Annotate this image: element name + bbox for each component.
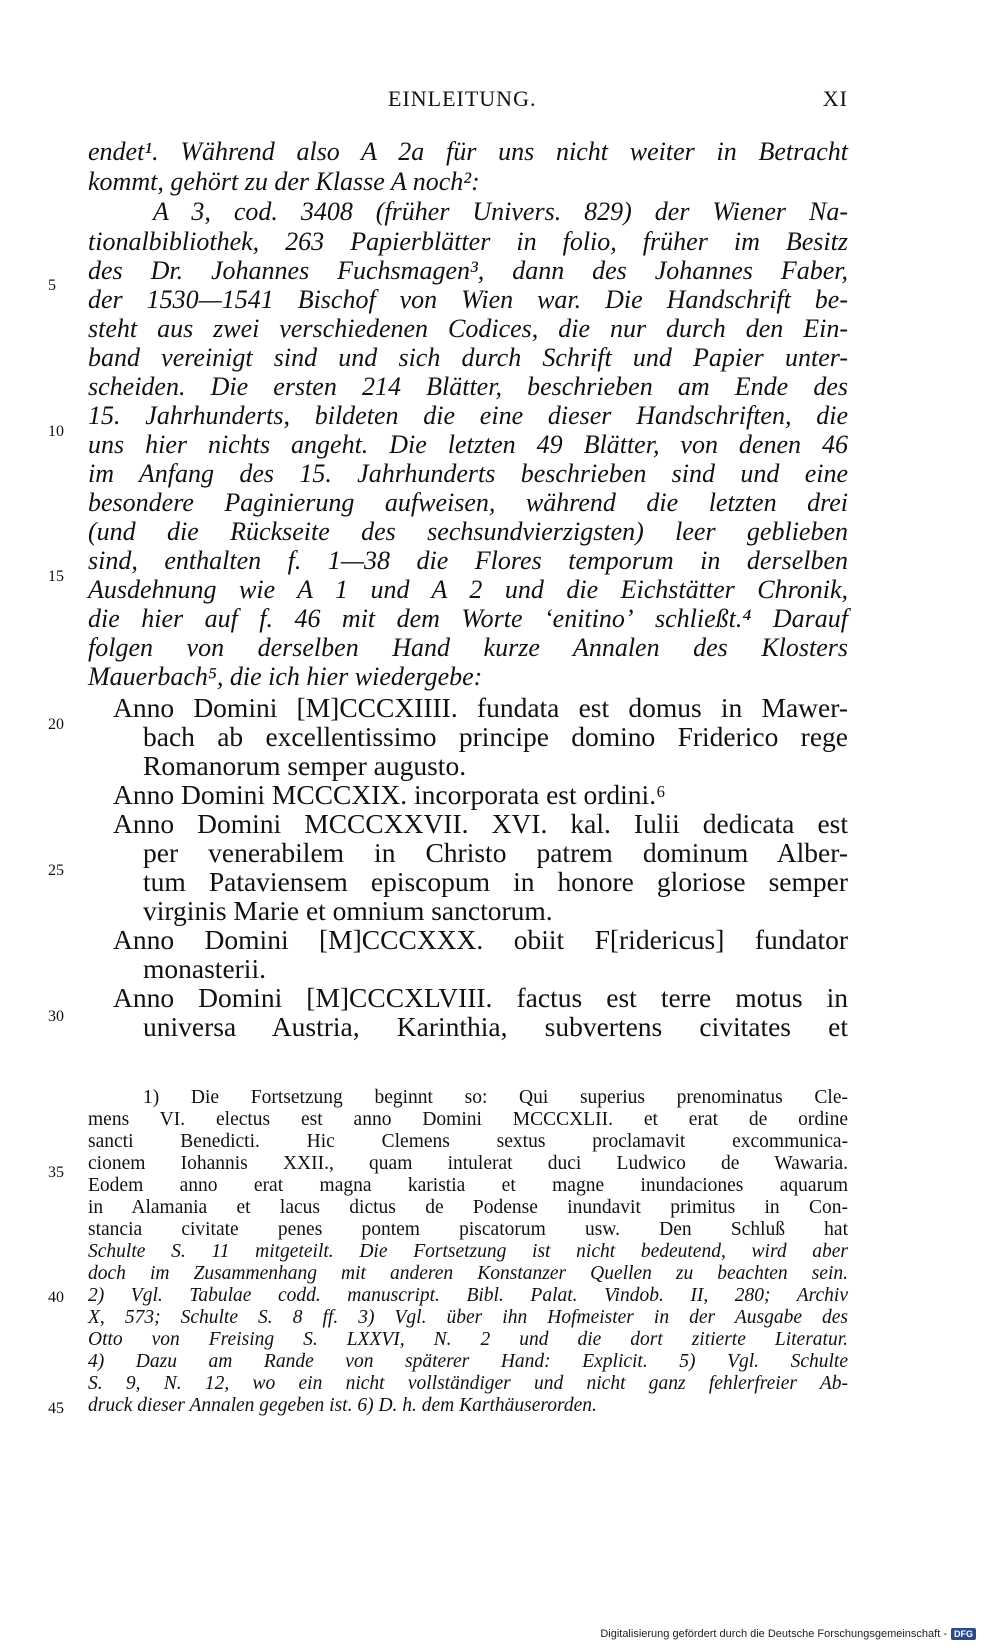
footnote-line: Eodem anno erat magna karistia et magne inundaciones aquarum (88, 1175, 848, 1196)
annal-line: virginis Marie et omnium sanctorum. (143, 895, 553, 926)
line-number: 45 (48, 1400, 64, 1417)
footnote-line: druck dieser Annalen gegeben ist. 6) D. h. dem Karthäuserorden. (88, 1395, 597, 1416)
annal-line: tum Pataviensem episcopum in honore gloriose semper (143, 866, 848, 897)
text-line: A 3, cod. 3408 (früher Univers. 829) der Wiener Na- (153, 197, 848, 226)
footnote-line: Otto von Freising S. LXXVI, N. 2 und die dort zitierte Literatur. (88, 1329, 848, 1350)
line-number: 20 (48, 716, 64, 733)
text-line: im Anfang des 15. Jahrhunderts beschrieben sind und eine (88, 459, 848, 488)
text-line: endet¹. Während also A 2a für uns nicht weiter in Betracht (88, 137, 848, 166)
text-line: steht aus zwei verschiedenen Codices, die nur durch den Ein- (88, 314, 848, 343)
footnote-line: cionem Iohannis XXII., quam intulerat duci Ludwico de Wawaria. (88, 1153, 848, 1174)
annal-line: Anno Domini [M]CCCXIIII. fundata est domus in Mawer- (113, 692, 848, 723)
footnote-line: 2) Vgl. Tabulae codd. manuscript. Bibl. Palat. Vindob. II, 280; Archiv (88, 1285, 848, 1306)
footnote-line: doch im Zusammenhang mit anderen Konstanzer Quellen zu beachten sein. (88, 1263, 848, 1284)
footnote-line: S. 9, N. 12, wo ein nicht vollständiger und nicht ganz fehlerfreier Ab- (88, 1373, 848, 1394)
footnote-line: sancti Benedicti. Hic Clemens sextus proclamavit excommunica- (88, 1131, 848, 1152)
footnote-line: mens VI. electus est anno Domini MCCCXLII. et erat de ordine (88, 1109, 848, 1130)
annal-line: Anno Domini [M]CCCXLVIII. factus est terre motus in (113, 982, 848, 1013)
page-number: XI (822, 86, 848, 111)
line-number: 30 (48, 1008, 64, 1025)
dfg-logo-icon: DFG (951, 1628, 976, 1640)
running-header (88, 86, 848, 116)
footnote-line: Schulte S. 11 mitgeteilt. Die Fortsetzung ist nicht bedeutend, wird aber (88, 1241, 848, 1262)
text-line: tionalbibliothek, 263 Papierblätter in folio, früher im Besitz (88, 227, 848, 256)
text-line: uns hier nichts angeht. Die letzten 49 Blätter, von denen 46 (88, 430, 848, 459)
text-line: 15. Jahrhunderts, bildeten die eine dieser Handschriften, die (88, 401, 848, 430)
text-line: sind, enthalten f. 1—38 die Flores temporum in derselben (88, 546, 848, 575)
line-number: 15 (48, 568, 64, 585)
footnote-line: 1) Die Fortsetzung beginnt so: Qui superius prenominatus Cle- (143, 1087, 848, 1108)
credit-text: Digitalisierung gefördert durch die Deutsche Forschungsgemeinschaft - (600, 1628, 947, 1640)
text-line: besondere Paginierung aufweisen, während die letzten drei (88, 488, 848, 517)
text-line: die hier auf f. 46 mit dem Worte ʻenitinoʼ schließt.⁴ Darauf (88, 604, 848, 633)
text-line: der 1530—1541 Bischof von Wien war. Die Handschrift be- (88, 285, 848, 314)
digitization-credit (600, 1628, 976, 1640)
footnote-line: in Alamania et lacus dictus de Podense inundavit primitus in Con- (88, 1197, 848, 1218)
footnote-line: X, 573; Schulte S. 8 ff. 3) Vgl. über ihn Hofmeister in der Ausgabe des (88, 1307, 848, 1328)
annal-line: bach ab excellentissimo principe domino Friderico rege (143, 721, 848, 752)
text-line: folgen von derselben Hand kurze Annalen des Klosters (88, 633, 848, 662)
line-number: 40 (48, 1289, 64, 1306)
text-line: des Dr. Johannes Fuchsmagen³, dann des Johannes Faber, (88, 256, 848, 285)
text-line: Mauerbach⁵, die ich hier wiedergebe: (88, 662, 483, 691)
text-line: Ausdehnung wie A 1 und A 2 und die Eichstätter Chronik, (88, 575, 848, 604)
line-number: 25 (48, 862, 64, 879)
annal-line: universa Austria, Karinthia, subvertens civitates et (143, 1011, 848, 1042)
text-line: kommt, gehört zu der Klasse A noch²: (88, 167, 480, 196)
annal-line: per venerabilem in Christo patrem dominum Alber- (143, 837, 848, 868)
footnote-line: stancia civitate penes pontem piscatorum usw. Den Schluß hat (88, 1219, 848, 1240)
annal-line: Anno Domini [M]CCCXXX. obiit F[ridericus] fundator (113, 924, 848, 955)
header-title: EINLEITUNG. (388, 86, 537, 111)
annal-line: Anno Domini MCCCXIX. incorporata est ordini.⁶ (113, 779, 666, 810)
footnote-line: 4) Dazu am Rande von späterer Hand: Explicit. 5) Vgl. Schulte (88, 1351, 848, 1372)
line-number: 10 (48, 423, 64, 440)
annal-line: Anno Domini MCCCXXVII. XVI. kal. Iulii dedicata est (113, 808, 848, 839)
annal-line: Romanorum semper augusto. (143, 750, 467, 781)
line-number: 5 (48, 277, 56, 294)
text-line: band vereinigt sind und sich durch Schrift und Papier unter- (88, 343, 848, 372)
line-number: 35 (48, 1164, 64, 1181)
annal-line: monasterii. (143, 953, 266, 984)
text-line: scheiden. Die ersten 214 Blätter, beschrieben am Ende des (88, 372, 848, 401)
text-line: (und die Rückseite des sechsundvierzigsten) leer geblieben (88, 517, 848, 546)
